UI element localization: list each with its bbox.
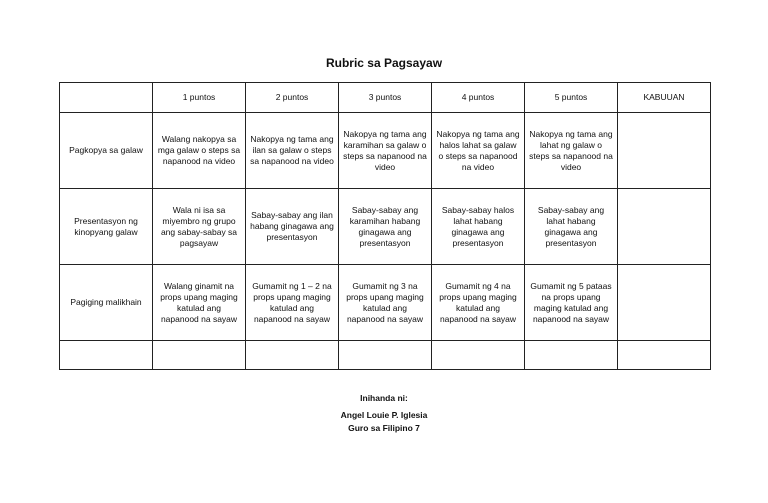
header-cell-1-puntos: 1 puntos [153, 83, 246, 113]
criterion-cell [60, 341, 153, 370]
rubric-cell [153, 341, 246, 370]
table-row-empty [60, 341, 711, 370]
criterion-cell: Presentasyon ng kinopyang galaw [60, 189, 153, 265]
rubric-cell: Gumamit ng 1 – 2 na props upang maging katulad ang napanood na sayaw [246, 265, 339, 341]
header-cell-2-puntos: 2 puntos [246, 83, 339, 113]
rubric-cell: Nakopya ng tama ang halos lahat sa galaw o steps sa napanood na video [432, 113, 525, 189]
table-row [60, 113, 711, 189]
rubric-cell [339, 341, 432, 370]
rubric-cell: Nakopya ng tama ang ilan sa galaw o steps sa napanood na video [246, 113, 339, 189]
prepared-by-label: Inihanda ni: [360, 393, 408, 403]
preparer-block [0, 409, 768, 435]
criterion-cell: Pagiging malikhain [60, 265, 153, 341]
total-cell [618, 189, 711, 265]
rubric-cell: Sabay-sabay halos lahat habang ginagawa ang presentasyon [432, 189, 525, 265]
criterion-cell: Pagkopya sa galaw [60, 113, 153, 189]
rubric-cell: Sabay-sabay ang lahat habang ginagawa ang presentasyon [525, 189, 618, 265]
rubric-cell: Walang nakopya sa mga galaw o steps sa napanood na video [153, 113, 246, 189]
header-cell-5-puntos: 5 puntos [525, 83, 618, 113]
table-row [60, 265, 711, 341]
header-cell-kabuuan: KABUUAN [618, 83, 711, 113]
rubric-table [59, 82, 711, 370]
header-cell-3-puntos: 3 puntos [339, 83, 432, 113]
rubric-cell: Walang ginamit na props upang maging katulad ang napanood na sayaw [153, 265, 246, 341]
rubric-cell [432, 341, 525, 370]
total-cell [618, 265, 711, 341]
table-header-row [60, 83, 711, 113]
total-cell [618, 113, 711, 189]
preparer-name: Angel Louie P. Iglesia [340, 410, 428, 420]
rubric-cell [246, 341, 339, 370]
rubric-cell: Sabay-sabay ang ilan habang ginagawa ang presentasyon [246, 189, 339, 265]
rubric-cell: Gumamit ng 4 na props upang maging katulad ang napanood na sayaw [432, 265, 525, 341]
rubric-cell: Gumamit ng 5 pataas na props upang maging katulad ang napanood na sayaw [525, 265, 618, 341]
header-cell-4-puntos: 4 puntos [432, 83, 525, 113]
rubric-cell [525, 341, 618, 370]
rubric-cell: Nakopya ng tama ang karamihan sa galaw o steps sa napanood na video [339, 113, 432, 189]
rubric-cell: Nakopya ng tama ang lahat ng galaw o steps sa napanood na video [525, 113, 618, 189]
rubric-cell: Wala ni isa sa miyembro ng grupo ang sabay-sabay sa pagsayaw [153, 189, 246, 265]
total-cell [618, 341, 711, 370]
table-row [60, 189, 711, 265]
document-title: Rubric sa Pagsayaw [325, 56, 443, 70]
rubric-cell: Sabay-sabay ang karamihan habang ginagawa ang presentasyon [339, 189, 432, 265]
rubric-cell: Gumamit ng 3 na props upang maging katulad ang napanood na sayaw [339, 265, 432, 341]
preparer-position: Guro sa Filipino 7 [348, 423, 420, 433]
header-cell-blank [60, 83, 153, 113]
